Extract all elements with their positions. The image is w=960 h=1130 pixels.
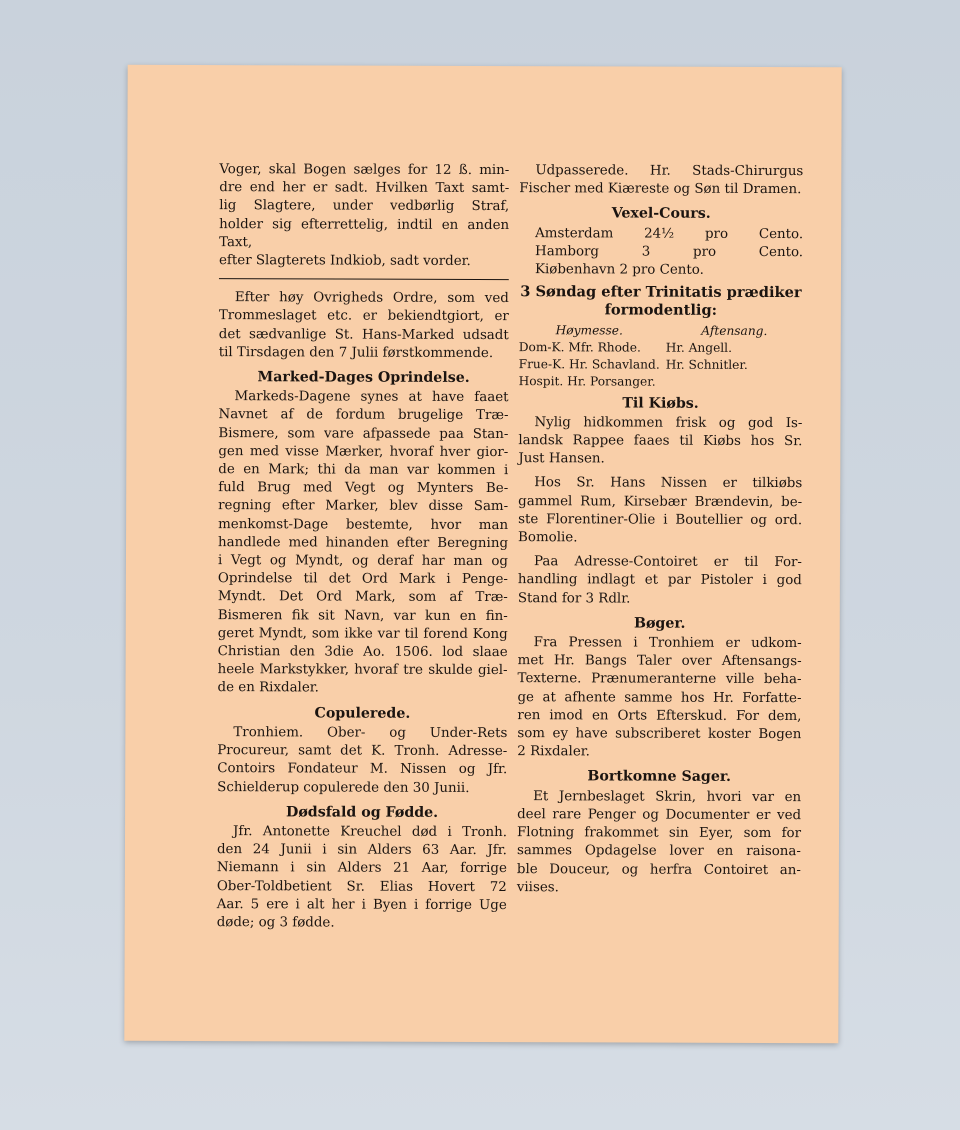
text-line: gammel Rum, Kirsebær Brændevin, be- [518, 493, 803, 510]
text-line: Et Jernbeslaget Skrin, hvori var en [533, 788, 802, 805]
text-line: Hos Sr. Hans Nissen er tilkiøbs [534, 475, 803, 492]
text-line: menkomst-Dage bestemte, hvor man [218, 516, 509, 533]
text-line: 3 Søndag efter Trinitatis prædiker [520, 283, 802, 302]
text-line: de en Mark; thi da man var kommen i [218, 462, 509, 479]
church-services [519, 322, 803, 391]
newspaper-page [124, 65, 841, 1043]
text-line: Aar. 5 ere i alt her i Byen i forrige Uge [216, 896, 507, 913]
text-line: Paa Adresse-Contoiret er til For- [533, 554, 802, 571]
text-line: Fra Pressen i Tronhiem er udkom- [533, 635, 802, 652]
text-line: regning efter Marker, blev disse Sam- [218, 498, 509, 515]
pistols-paragraph [518, 553, 802, 609]
text-line: den 24 Junii i sin Alders 63 Aar. Jfr. [216, 842, 507, 859]
text-line: handling indlagt et par Pistoler i god [517, 572, 802, 589]
text-line: gen med visse Mærker, hvoraf hver gior- [218, 443, 509, 460]
married-paragraph [217, 724, 507, 798]
morning-service-list [519, 339, 660, 390]
text-line: deel rare Penger og Documenter er ved [517, 807, 802, 824]
text-line: handlede med hinanden efter Beregning [218, 534, 509, 551]
evening-service-label: Aftensang. [701, 323, 768, 338]
text-line: ble Douceur, og herfra Contoiret an- [516, 861, 801, 878]
departed-paragraph [519, 162, 803, 199]
text-line: Bismeren fik sit Navn, var kun en fin- [217, 607, 508, 624]
meat-tax-paragraph [219, 161, 509, 271]
text-line: Kiøbenhavn 2 pro Cento. [534, 262, 704, 278]
for-sale-heading: Til Kiøbs. [622, 395, 699, 412]
text-line: Stand for 3 Rdlr. [517, 590, 631, 607]
morning-service [519, 322, 660, 390]
deaths-paragraph [217, 823, 507, 933]
exchange-rates-list [519, 225, 803, 281]
text-line: til Tirsdagen den 7 Julii førstkommende. [218, 344, 494, 361]
text-line: Trommeslaget etc. er bekiendtgiort, er [218, 308, 509, 325]
text-line: Jfr. Antonette Kreuchel død i Tronh. [233, 824, 508, 840]
text-line: Myndt. Det Ord Mark, som af Træ- [217, 589, 508, 606]
text-line: Bomolie. [518, 530, 578, 546]
text-line: som ey have subscriberet koster Bogen [517, 726, 802, 743]
text-line: Christian den 3die Ao. 1506. lod slaae [217, 644, 508, 661]
rum-paragraph [518, 475, 802, 549]
text-line: Voger, skal Bogen sælges for 12 ß. min- [219, 162, 510, 179]
text-line: Navnet af de fordum brugelige Træ- [218, 407, 509, 424]
text-line: de en Rixdaler. [217, 680, 319, 696]
right-column [517, 162, 804, 904]
text-line: Niemann i sin Alders 21 Aar, forrige [216, 860, 507, 877]
text-line: Oprindelse til det Ord Mark i Penge- [217, 571, 508, 588]
text-line: Hospit. Hr. Porsanger. [518, 373, 656, 389]
text-line: Procureur, samt det K. Tronh. Adresse- [217, 743, 508, 760]
text-line: Schielderup copulerede den 30 Junii. [217, 779, 470, 796]
lost-items-paragraph [517, 788, 801, 898]
text-line: heele Markstykker, hvoraf tre skulde giel- [217, 662, 508, 679]
text-line: Efter høy Ovrigheds Ordre, som ved [234, 290, 509, 307]
deaths-heading: Dødsfald og Fødde. [286, 804, 439, 821]
text-line: 2 Rixdaler. [517, 744, 590, 760]
text-line: Dom-K. Mfr. Rhode. [518, 339, 641, 355]
text-line: ge at afhente samme hos Hr. Forfatte- [517, 689, 802, 706]
evening-service-list [666, 339, 803, 373]
text-line: Frue-K. Hr. Schavland. [518, 356, 660, 372]
text-line: Bismere, som vare afpassede paa Stan- [218, 425, 509, 442]
text-line: Tronhiem. Ober- og Under-Rets [233, 725, 508, 741]
text-line: geret Myndt, som ikke var til forend Kong [217, 625, 508, 642]
origin-paragraph [217, 388, 508, 698]
snuff-paragraph [518, 414, 802, 470]
text-line: landsk Rappee faaes til Kiøbs hos Sr. [518, 433, 803, 450]
left-column [217, 161, 510, 939]
morning-service-label: Høymesse. [555, 322, 623, 338]
text-line: viises. [516, 879, 559, 895]
exchange-heading: Vexel-Cours. [611, 205, 711, 223]
text-line: ren imod en Orts Efterskud. For dem, [517, 707, 802, 724]
text-line: det sædvanlige St. Hans-Marked udsadt [218, 326, 509, 343]
text-line: i Vegt og Myndt, og deraf har man og [217, 553, 508, 570]
text-line: Nylig hidkommen frisk og god Is- [534, 415, 803, 431]
origin-heading: Marked-Dages Oprindelse. [257, 369, 470, 386]
text-line: holder sig efterrettelig, indtil en anden Taxt, [219, 216, 510, 251]
section-divider [219, 278, 509, 280]
text-line: Flotning frakommet sin Eyer, som for [517, 825, 802, 842]
text-line: lig Slagtere, under vedbørlig Straf, [219, 198, 510, 215]
evening-service [666, 322, 803, 390]
text-line: Markeds-Dagene synes at have faaet [234, 389, 509, 406]
text-line: sammes Opdagelse lover en raisona- [516, 843, 801, 860]
sunday-heading [519, 283, 803, 320]
text-line: met Hr. Bangs Taler over Aftensangs- [517, 653, 802, 670]
text-line: dre end her er sadt. Hvilken Taxt samt- [219, 180, 510, 197]
text-line: fuld Brug med Vegt og Mynters Be- [218, 480, 509, 497]
text-line: Hr. Angell. [665, 340, 732, 355]
text-line: Just Hansen. [518, 451, 605, 467]
text-line: Contoirs Fondateur M. Nissen og Jfr. [217, 761, 508, 778]
books-paragraph [517, 634, 801, 762]
text-line: Hr. Schnitler. [665, 357, 748, 372]
text-line: Amsterdam 24½ pro Cento. [535, 225, 804, 242]
text-line: Hamborg 3 pro Cento. [535, 243, 804, 260]
books-heading: Bøger. [633, 615, 686, 632]
text-line: efter Slagterets Indkiob, sadt vorder. [218, 253, 471, 269]
lost-items-heading: Bortkomne Sager. [587, 768, 732, 786]
text-line: formodentlig: [604, 301, 718, 320]
married-heading: Copulerede. [314, 705, 411, 722]
text-line: Texterne. Prænumeranterne ville beha- [517, 671, 802, 688]
text-line: Ober-Toldbetient Sr. Elias Hovert 72 [216, 878, 507, 895]
market-notice-paragraph [219, 289, 509, 363]
text-line: Fischer med Kiæreste og Søn til Dramen. [519, 181, 802, 198]
text-line: ste Florentiner-Olie i Boutellier og ord. [518, 511, 803, 528]
text-line: Udpasserede. Hr. Stads-Chirurgus [535, 163, 804, 180]
text-line: døde; og 3 fødde. [216, 914, 335, 931]
